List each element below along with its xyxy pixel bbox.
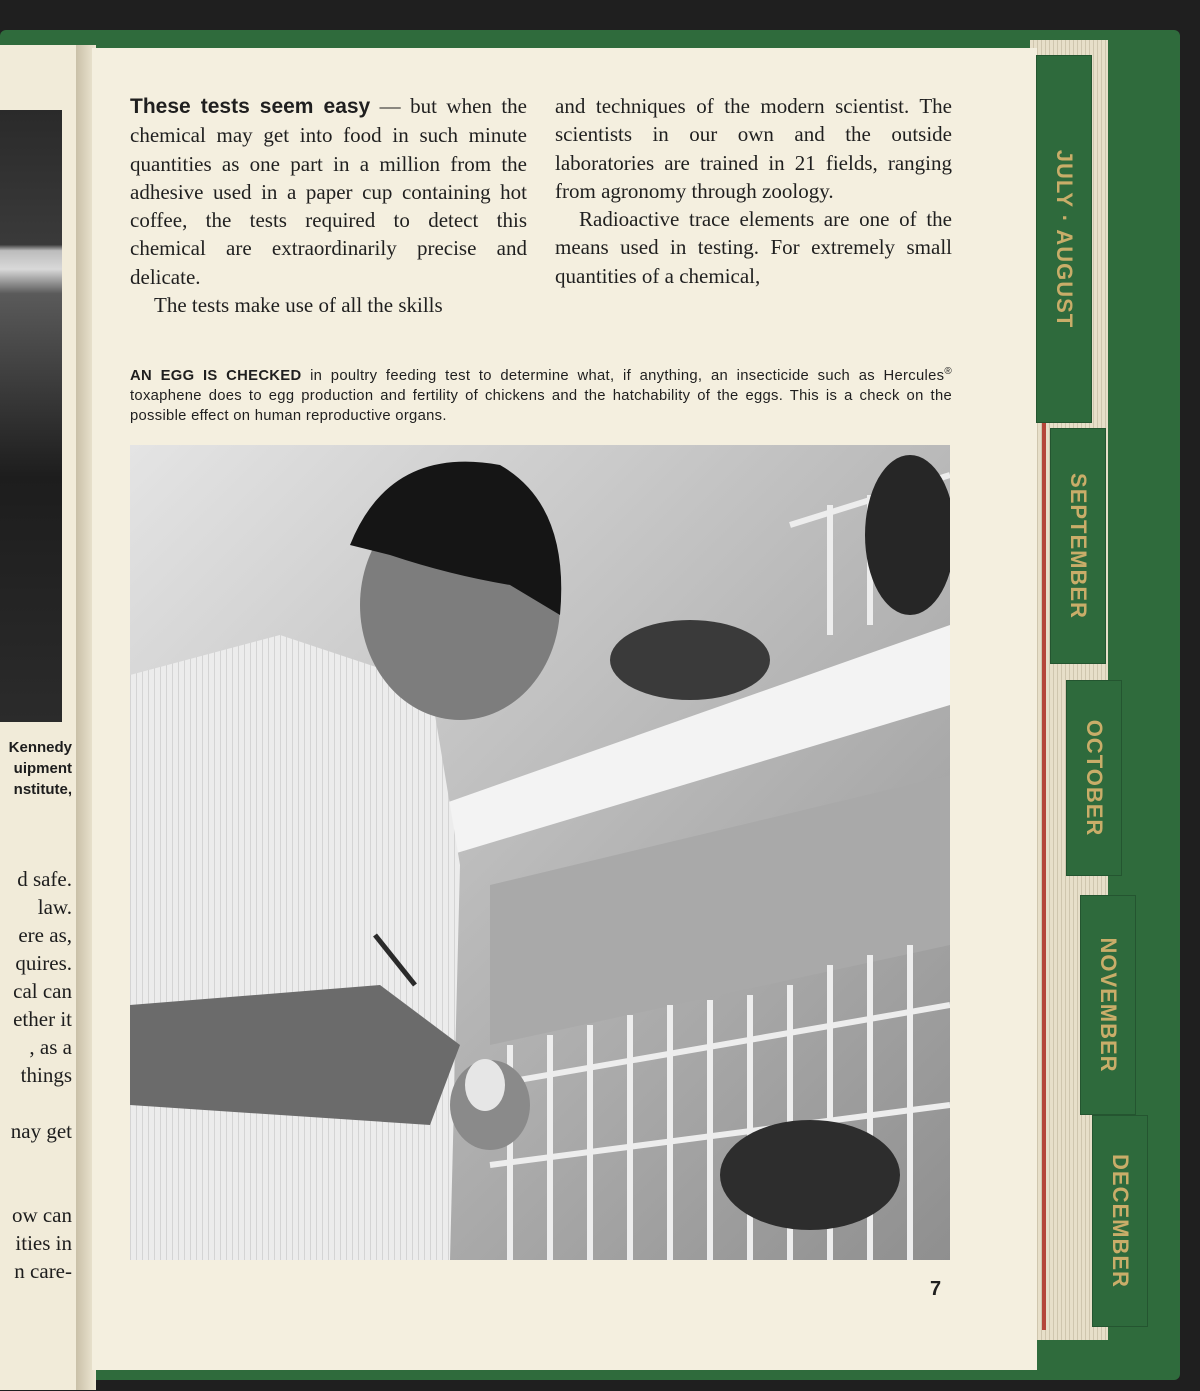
tab-november[interactable] <box>1080 895 1136 1115</box>
left-text-line: things <box>20 1063 72 1087</box>
tab-december[interactable] <box>1092 1115 1148 1327</box>
page-edge-marker <box>1042 420 1046 1330</box>
article-paragraph: Radioactive trace elements are one of the means used in testing. For extremely small quantities of a chemical, <box>555 207 952 288</box>
chicken-upper <box>610 620 770 700</box>
article-lead-in: These tests seem easy <box>130 95 371 118</box>
tab-label: NOVEMBER <box>1096 937 1121 1073</box>
left-page-photo <box>0 110 62 722</box>
article-column-1 <box>130 92 527 319</box>
left-caption-line: Kennedy <box>8 739 72 756</box>
photo-caption <box>130 362 952 426</box>
tab-september[interactable] <box>1050 428 1106 664</box>
left-text-line: ether it <box>13 1007 72 1031</box>
left-text-line: quires. <box>15 951 72 975</box>
left-text-line <box>0 1173 72 1201</box>
article-column-2 <box>555 92 952 290</box>
tab-label: SEPTEMBER <box>1066 473 1091 619</box>
lab-coat <box>130 635 460 1260</box>
left-text-line <box>0 1145 72 1173</box>
left-text-line: ities in <box>15 1231 72 1255</box>
registered-mark: ® <box>944 366 952 377</box>
left-text-line: cal can <box>13 979 72 1003</box>
caption-text: in poultry feeding test to determine what, if anything, an insecticide such as Hercules <box>301 367 945 384</box>
chicken-lower <box>720 1120 900 1230</box>
left-text-line <box>0 1089 72 1117</box>
left-text-line: nay get <box>10 1119 72 1143</box>
left-page-text <box>0 865 72 1285</box>
caption-text: toxaphene does to egg production and fertility of chickens and the hatchability of the eggs. This is a check on the possible effect on human reproductive organs. <box>130 387 952 424</box>
left-caption-line: uipment <box>13 760 72 777</box>
left-text-line: ere as, <box>18 923 72 947</box>
left-text-line: ow can <box>11 1203 72 1227</box>
caption-lead-in: AN EGG IS CHECKED <box>130 367 302 384</box>
egg <box>465 1059 505 1111</box>
left-page <box>0 45 85 1390</box>
page-number: 7 <box>930 1278 942 1300</box>
tab-october[interactable] <box>1066 680 1122 876</box>
article-paragraph: — but when the chemical may get into food in such minute quantities as one part in a million from the adhesive used in a paper cup containing hot coffee, the tests required to detect this chemical are extraordinarily precise and delicate. <box>130 94 527 289</box>
lab-photo <box>130 445 950 1260</box>
article-paragraph: and techniques of the modern scientist. The scientists in our own and the outside laboratories are trained in 21 fields, ranging from agronomy through zoology. <box>555 94 952 203</box>
left-text-line: law. <box>37 895 72 919</box>
left-caption-line: nstitute, <box>13 781 72 798</box>
left-text-line: , as a <box>29 1035 72 1059</box>
tab-label: DECEMBER <box>1108 1154 1133 1288</box>
left-text-line: d safe. <box>17 867 72 891</box>
left-page-caption <box>0 737 72 800</box>
article-paragraph: The tests make use of all the skills <box>154 293 443 318</box>
tab-label: JULY · AUGUST <box>1052 149 1077 329</box>
tab-label: OCTOBER <box>1082 719 1107 837</box>
lab-photo-drawing <box>130 445 950 1260</box>
left-text-line: n care- <box>14 1259 72 1283</box>
tab-july-august[interactable] <box>1036 55 1092 423</box>
